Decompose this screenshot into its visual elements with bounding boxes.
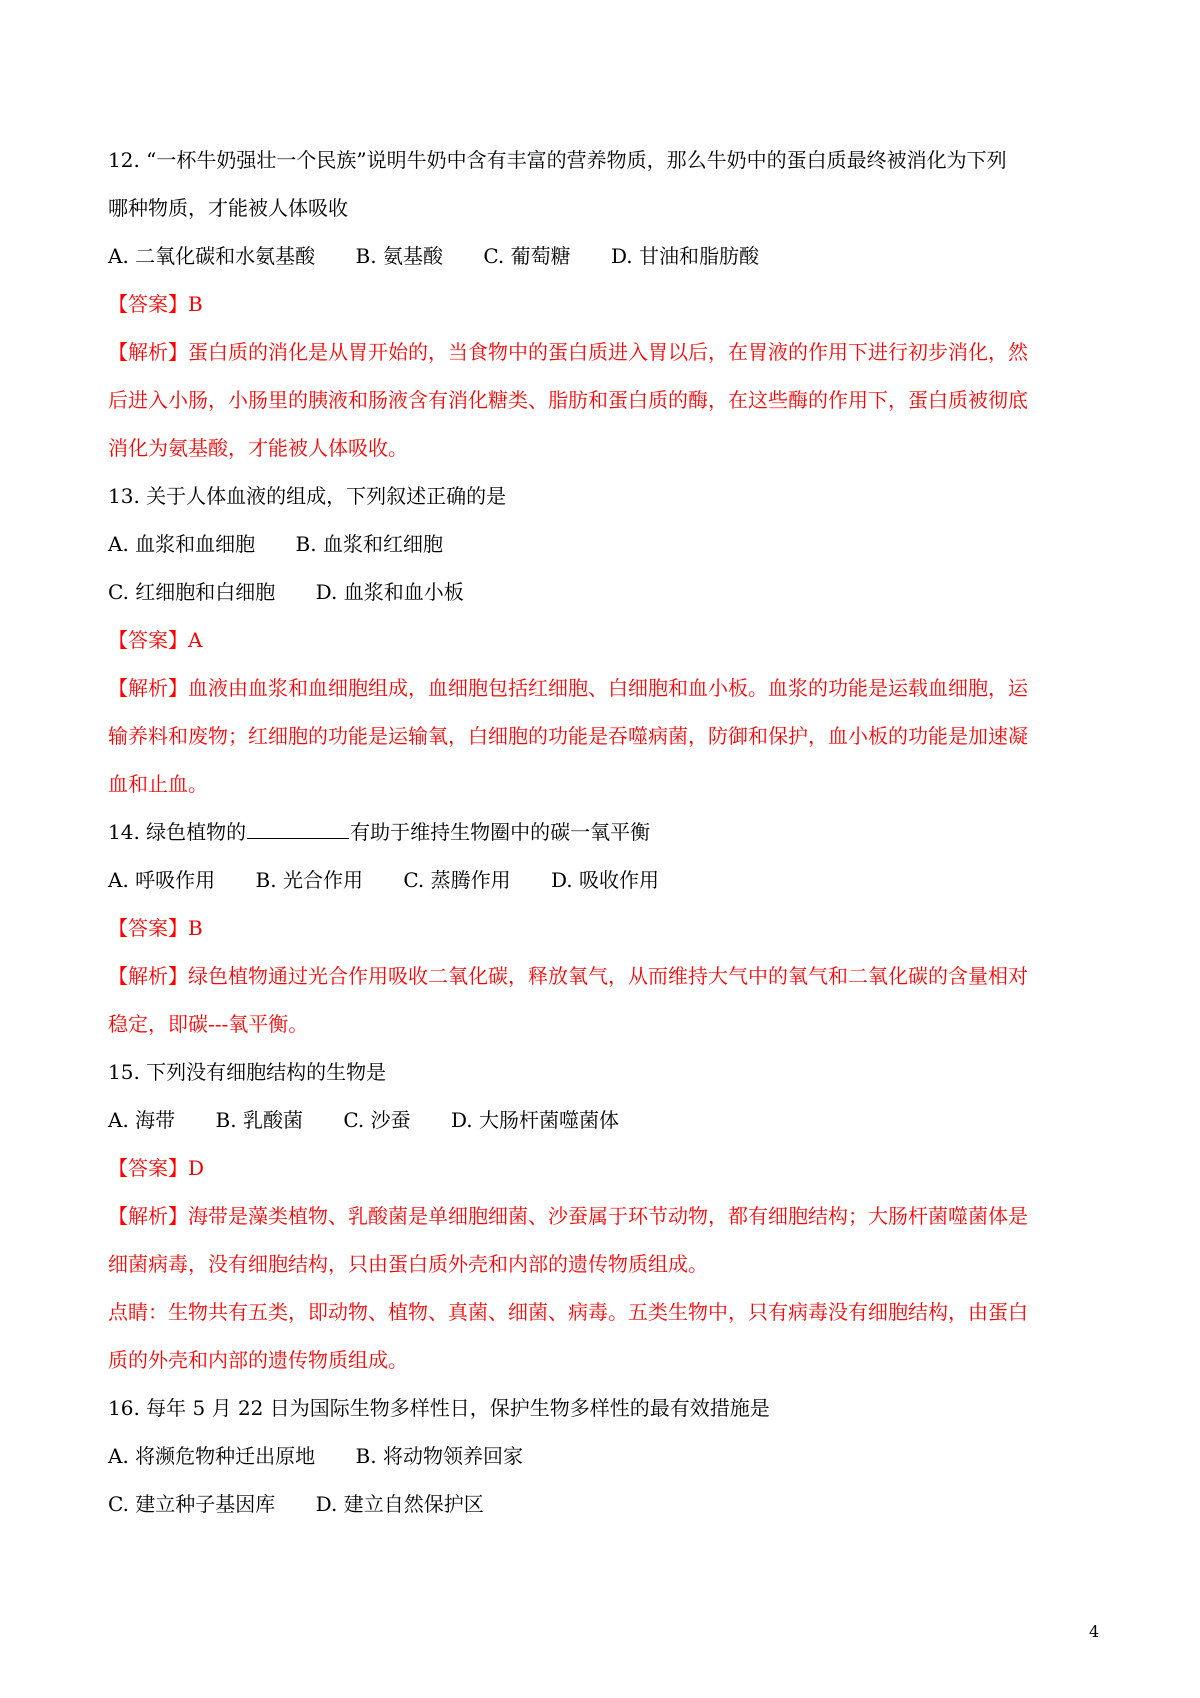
- analysis-line: 细菌病毒，没有细胞结构，只由蛋白质外壳和内部的遗传物质组成。: [108, 1252, 708, 1276]
- question-13: [108, 472, 1098, 808]
- fill-in-blank: [247, 816, 349, 839]
- question-12: [108, 136, 1098, 472]
- options-row: [108, 568, 1098, 616]
- option-c: C. 建立种子基因库: [108, 1492, 276, 1516]
- options-row: [108, 232, 1098, 280]
- question-stem: 15. 下列没有细胞结构的生物是: [108, 1060, 387, 1084]
- question-stem: 12. “一杯牛奶强壮一个民族”说明牛奶中含有丰富的营养物质，那么牛奶中的蛋白质最终被消化为下列: [108, 148, 1007, 172]
- note-line: 点睛：生物共有五类，即动物、植物、真菌、细菌、病毒。五类生物中，只有病毒没有细胞结构，由蛋白: [108, 1300, 1028, 1324]
- answer-line: 【答案】B: [108, 916, 203, 940]
- option-d: D. 大肠杆菌噬菌体: [450, 1108, 620, 1132]
- option-d: D. 血浆和血小板: [315, 580, 464, 604]
- note-line: 质的外壳和内部的遗传物质组成。: [108, 1348, 408, 1372]
- analysis-line: 稳定，即碳---氧平衡。: [108, 1012, 309, 1036]
- option-a: A. 血浆和血细胞: [108, 532, 256, 556]
- option-b: B. 氨基酸: [355, 244, 443, 268]
- options-row: [108, 520, 1098, 568]
- options-row: [108, 1480, 1098, 1528]
- option-b: B. 血浆和红细胞: [295, 532, 443, 556]
- analysis-line: 【解析】蛋白质的消化是从胃开始的，当食物中的蛋白质进入胃以后，在胃液的作用下进行初步消化，然: [108, 340, 1028, 364]
- stem-after-blank: 有助于维持生物圈中的碳一氧平衡: [350, 820, 651, 844]
- option-a: A. 呼吸作用: [108, 868, 216, 892]
- option-d: D. 建立自然保护区: [315, 1492, 484, 1516]
- option-a: A. 海带: [108, 1108, 176, 1132]
- option-b: B. 将动物领养回家: [355, 1444, 523, 1468]
- analysis-line: 【解析】海带是藻类植物、乳酸菌是单细胞细菌、沙蚕属于环节动物，都有细胞结构；大肠杆菌噬菌体是: [108, 1204, 1028, 1228]
- answer-line: 【答案】D: [108, 1156, 205, 1180]
- option-a: A. 将濒危物种迁出原地: [108, 1444, 316, 1468]
- option-c: C. 红细胞和白细胞: [108, 580, 276, 604]
- page-number: 4: [1089, 1622, 1100, 1641]
- stem-before-blank: 14. 绿色植物的: [108, 820, 247, 844]
- question-15: [108, 1048, 1098, 1384]
- option-c: C. 蒸腾作用: [403, 868, 511, 892]
- option-d: D. 甘油和脂肪酸: [610, 244, 760, 268]
- analysis-line: 【解析】血液由血浆和血细胞组成，血细胞包括红细胞、白细胞和血小板。血浆的功能是运载血细胞，运: [108, 676, 1028, 700]
- question-stem: [108, 808, 1098, 856]
- options-row: [108, 1096, 1098, 1144]
- question-16: [108, 1384, 1098, 1528]
- answer-line: 【答案】A: [108, 628, 203, 652]
- analysis-line: 【解析】绿色植物通过光合作用吸收二氧化碳，释放氧气，从而维持大气中的氧气和二氧化碳的含量相对: [108, 964, 1028, 988]
- question-stem: 哪种物质，才能被人体吸收: [108, 196, 348, 220]
- document-body: [108, 136, 1098, 1528]
- option-c: C. 葡萄糖: [483, 244, 571, 268]
- answer-line: 【答案】B: [108, 292, 203, 316]
- question-14: [108, 808, 1098, 1048]
- options-row: [108, 1432, 1098, 1480]
- option-b: B. 光合作用: [255, 868, 363, 892]
- options-row: [108, 856, 1098, 904]
- analysis-line: 血和止血。: [108, 772, 208, 796]
- question-stem: 13. 关于人体血液的组成，下列叙述正确的是: [108, 484, 507, 508]
- analysis-line: 输养料和废物；红细胞的功能是运输氧，白细胞的功能是吞噬病菌，防御和保护，血小板的功能是加速凝: [108, 724, 1028, 748]
- question-stem: 16. 每年 5 月 22 日为国际生物多样性日，保护生物多样性的最有效措施是: [108, 1396, 770, 1420]
- analysis-line: 后进入小肠，小肠里的胰液和肠液含有消化糖类、脂肪和蛋白质的酶，在这些酶的作用下，蛋白质被彻底: [108, 388, 1028, 412]
- analysis-line: 消化为氨基酸，才能被人体吸收。: [108, 436, 408, 460]
- option-c: C. 沙蚕: [343, 1108, 411, 1132]
- option-a: A. 二氧化碳和水氨基酸: [108, 244, 316, 268]
- option-d: D. 吸收作用: [550, 868, 660, 892]
- option-b: B. 乳酸菌: [215, 1108, 303, 1132]
